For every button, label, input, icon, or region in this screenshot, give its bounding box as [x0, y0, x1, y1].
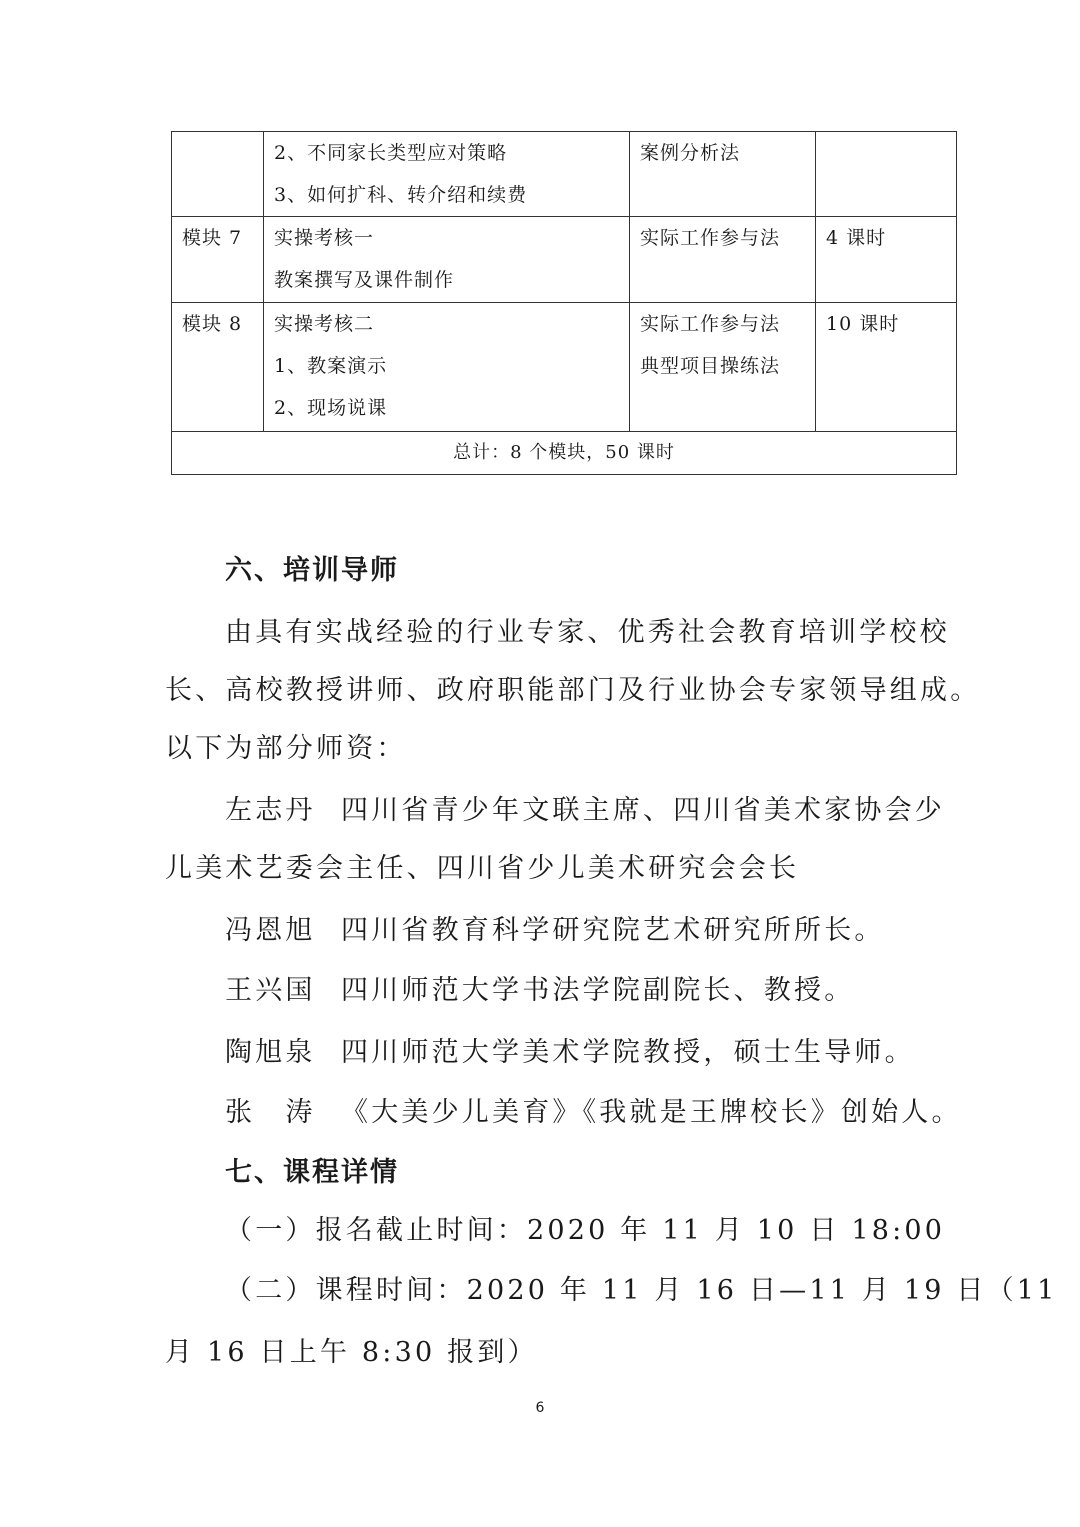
method-line: 案例分析法: [640, 142, 741, 164]
teacher-desc: 四川省教育科学研究院艺术研究所所长。: [341, 915, 885, 946]
method-cell: [630, 303, 816, 432]
table-total-row: [172, 432, 957, 475]
content-line: 2、不同家长类型应对策略: [274, 142, 508, 164]
course-detail-line: （二）课程时间：2020 年 11 月 16 日—11 月 19 日（11: [225, 1275, 1058, 1306]
content-line: 实操考核二: [274, 313, 375, 335]
teacher-desc: 《大美少儿美育》《我就是王牌校长》创始人。: [341, 1097, 962, 1128]
course-module-table: [171, 131, 957, 475]
content-line: 3、如何扩科、转介绍和续费: [274, 184, 528, 206]
method-line: 典型项目操练法: [640, 355, 781, 377]
content-line: 教案撰写及课件制作: [274, 269, 455, 291]
hours-cell: 10 课时: [816, 303, 957, 432]
section-6-heading: 六、培训导师: [225, 555, 399, 586]
table-row: [172, 303, 957, 432]
course-detail-line: 月 16 日上午 8:30 报到）: [165, 1337, 538, 1368]
module-cell: 模块 8: [172, 303, 264, 432]
page-number: 6: [535, 1400, 545, 1416]
teacher-desc: 四川师范大学美术学院教授，硕士生导师。: [341, 1037, 915, 1068]
teacher-desc: 四川师范大学书法学院副院长、教授。: [341, 975, 855, 1006]
section-7-heading: 七、课程详情: [225, 1157, 399, 1188]
content-line: 1、教案演示: [274, 355, 388, 377]
teacher-entry: [225, 968, 985, 1007]
method-line: 实际工作参与法: [640, 227, 781, 249]
teacher-name: 张 涛: [225, 1097, 316, 1128]
teacher-desc: 四川省青少年文联主席、四川省美术家协会少: [341, 795, 945, 826]
method-cell: [630, 217, 816, 303]
module-cell: 模块 7: [172, 217, 264, 303]
teacher-desc-continued: 儿美术艺委会主任、四川省少儿美术研究会会长: [165, 853, 800, 884]
content-line: 2、现场说课: [274, 397, 388, 419]
total-cell: 总计：8 个模块，50 课时: [172, 432, 957, 475]
teacher-entry: [225, 908, 985, 947]
intro-line: 以下为部分师资：: [165, 733, 407, 764]
teacher-entry: [225, 788, 985, 827]
teacher-name: 左志丹: [225, 795, 316, 826]
method-line: 实际工作参与法: [640, 313, 781, 335]
teacher-name: 王兴国: [225, 975, 316, 1006]
content-cell: [264, 132, 630, 217]
module-cell: [172, 132, 264, 217]
teacher-name: 陶旭泉: [225, 1037, 316, 1068]
method-cell: [630, 132, 816, 217]
table-row: [172, 132, 957, 217]
teacher-entry: [225, 1030, 985, 1069]
teacher-name: 冯恩旭: [225, 915, 316, 946]
hours-cell: [816, 132, 957, 217]
hours-cell: 4 课时: [816, 217, 957, 303]
teacher-entry: [225, 1090, 985, 1129]
table-row: [172, 217, 957, 303]
content-cell: [264, 217, 630, 303]
course-detail-line: （一）报名截止时间：2020 年 11 月 10 日 18:00: [225, 1215, 946, 1246]
content-cell: [264, 303, 630, 432]
intro-line: 长、高校教授讲师、政府职能部门及行业协会专家领导组成。: [165, 675, 981, 706]
intro-line: 由具有实战经验的行业专家、优秀社会教育培训学校校: [225, 617, 950, 648]
content-line: 实操考核一: [274, 227, 375, 249]
